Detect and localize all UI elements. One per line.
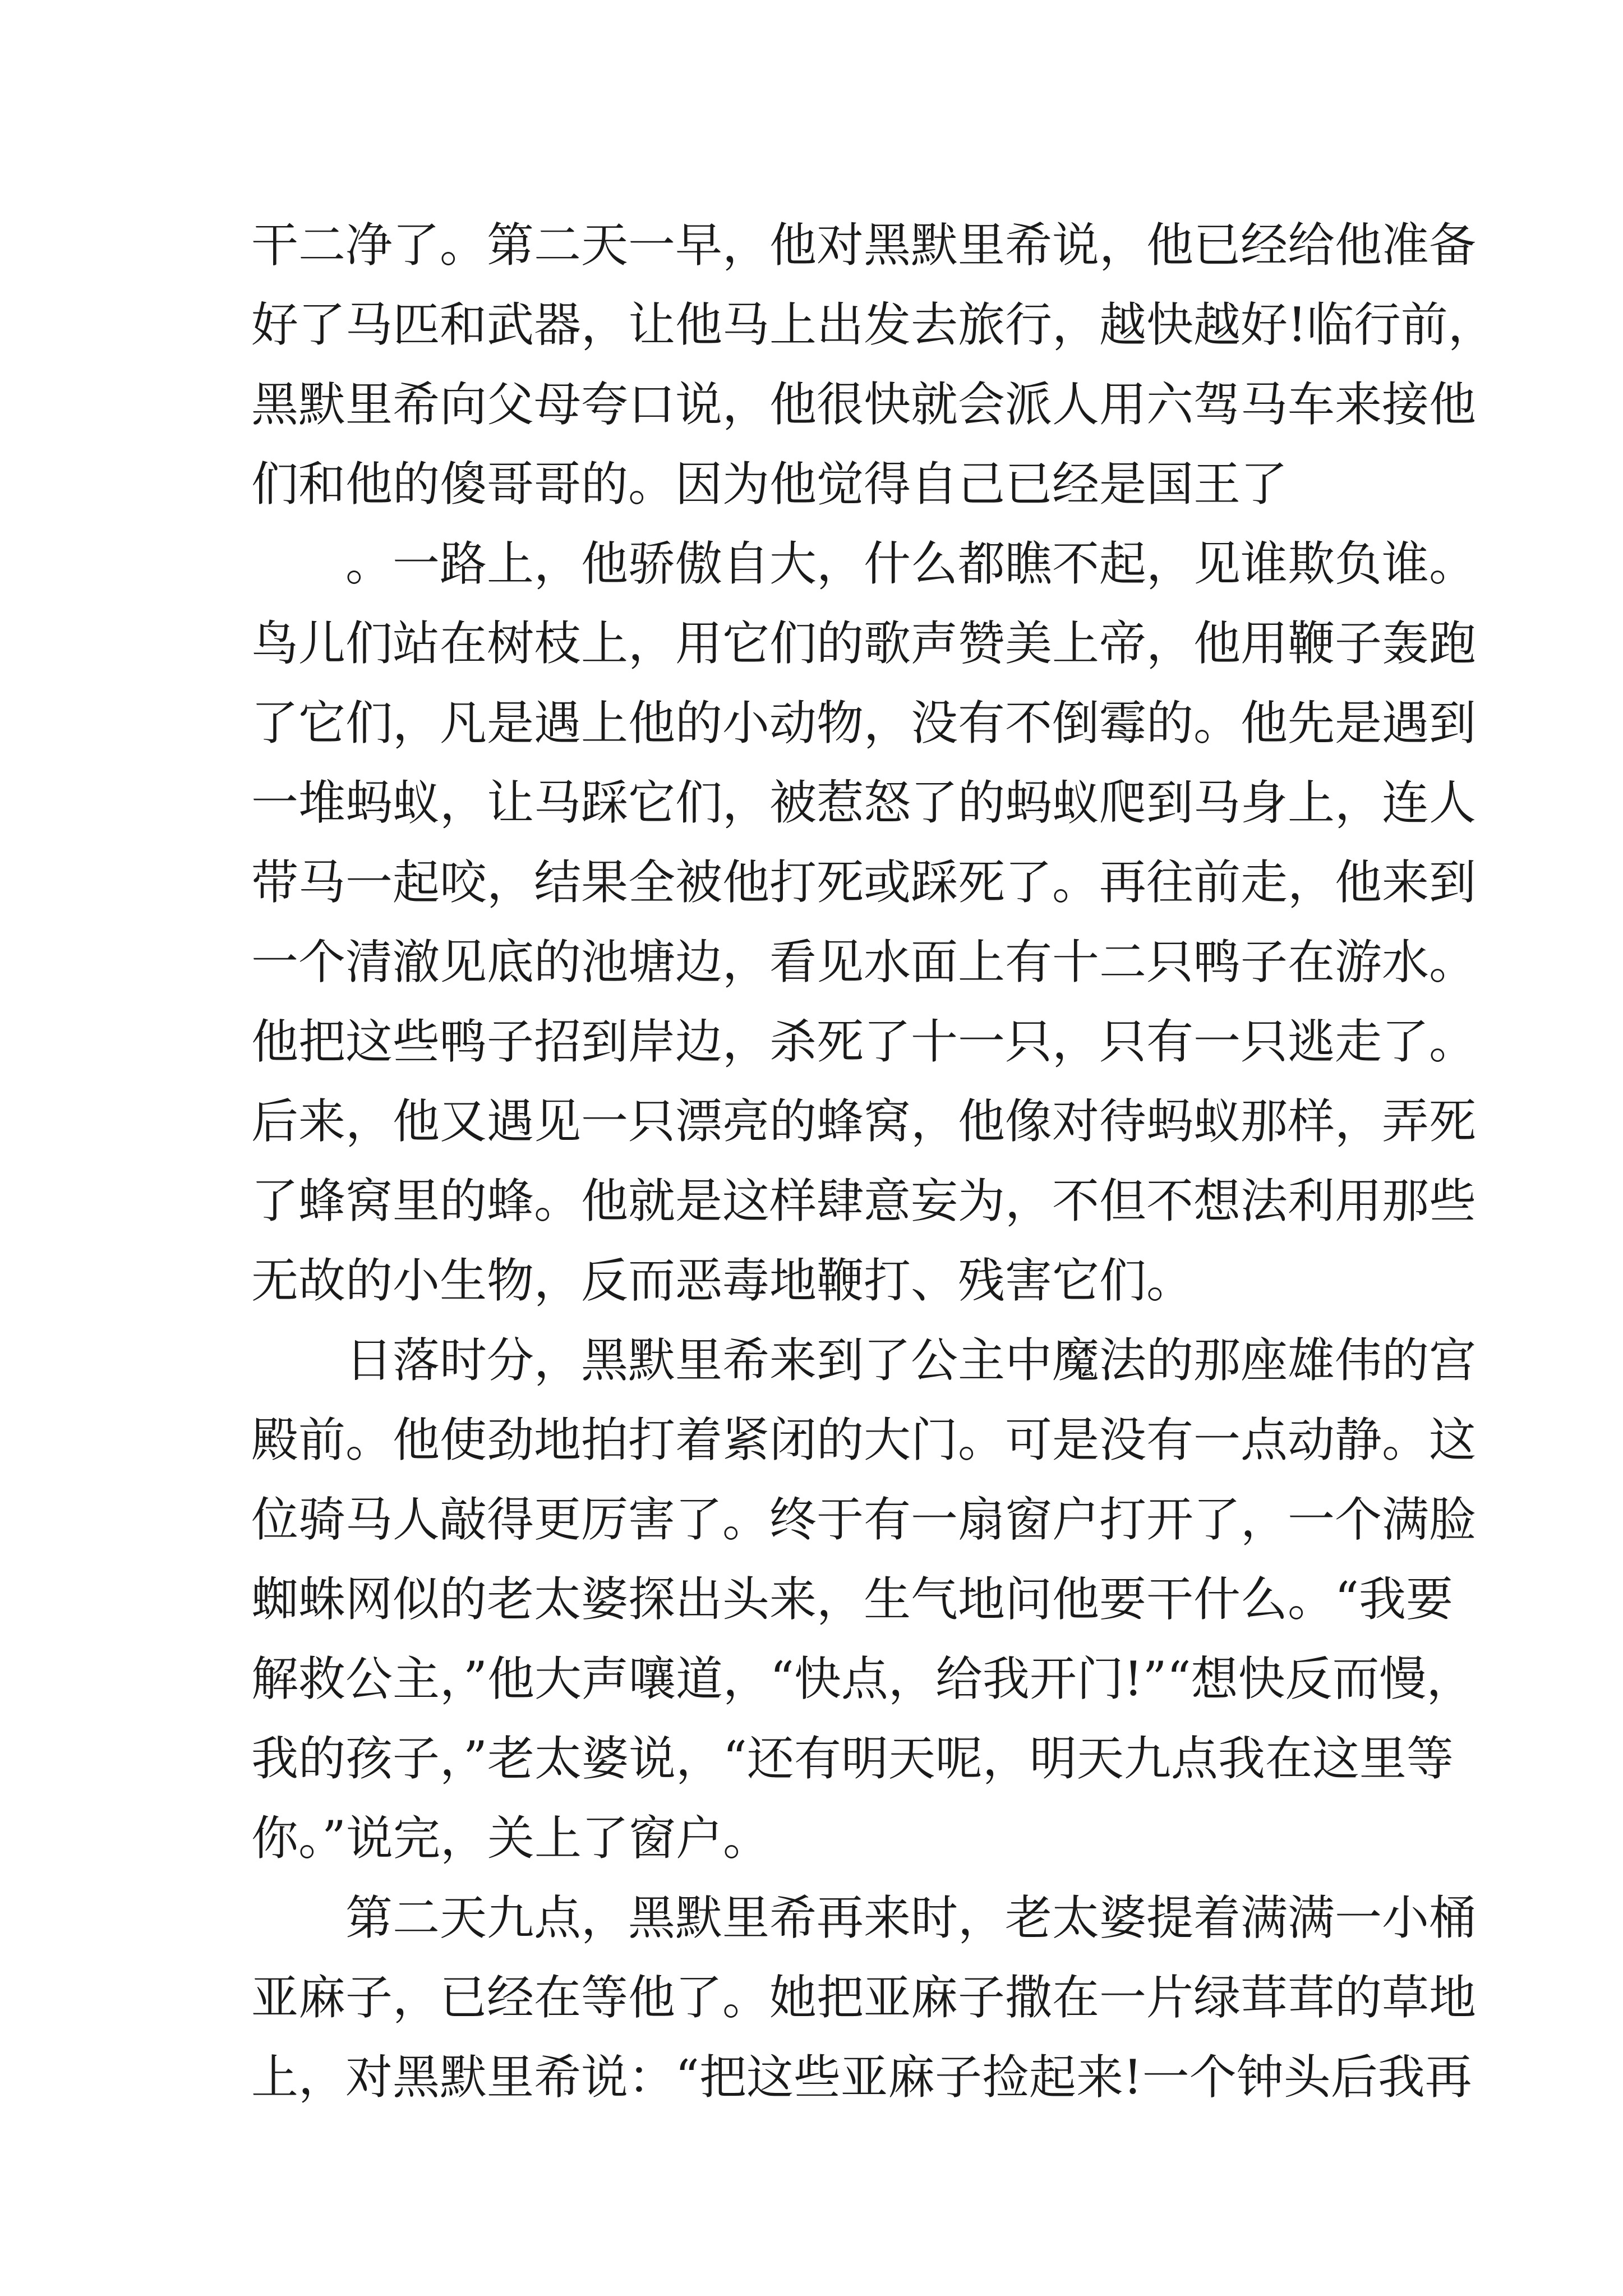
text-line: 无故的小生物，反而恶毒地鞭打、残害它们。 — [251, 1253, 1194, 1308]
paragraph-3 — [251, 1320, 1477, 1878]
text-line: 你。”说完，关上了窗户。 — [251, 1811, 770, 1866]
text-line: 他把这些鸭子招到岸边，杀死了十一只，只有一只逃走了。 — [251, 1014, 1477, 1069]
paragraph-2 — [251, 524, 1477, 1320]
text-line: 殿前。他使劲地拍打着紧闭的大门。可是没有一点动静。这 — [251, 1412, 1477, 1467]
text-line: 位骑马人敲得更厉害了。终于有一扇窗户打开了，一个满脸 — [251, 1492, 1477, 1547]
text-line: 一堆蚂蚁，让马踩它们，被惹怒了的蚂蚁爬到马身上，连人 — [251, 775, 1477, 830]
text-line: 干二净了。第二天一早，他对黑默里希说，他已经给他准备 — [251, 218, 1477, 273]
text-line: 蜘蛛网似的老太婆探出头来，生气地问他要干什么。“我要 — [251, 1572, 1453, 1627]
text-line: 我的孩子，”老太婆说，“还有明天呢，明天九点我在这里等 — [251, 1731, 1454, 1786]
text-line: 了它们，凡是遇上他的小动物，没有不倒霉的。他先是遇到 — [251, 696, 1477, 751]
text-line: 上，对黑默里希说：“把这些亚麻子捡起来!一个钟头后我再 — [251, 2050, 1472, 2105]
paragraph-1 — [251, 205, 1495, 524]
text-line: 亚麻子，已经在等他了。她把亚麻子撒在一片绿茸茸的草地 — [251, 1970, 1477, 2025]
text-line: 带马一起咬，结果全被他打死或踩死了。再往前走，他来到 — [251, 855, 1477, 910]
text-line: 解救公主，”他大声嚷道，“快点，给我开门!”“想快反而慢， — [251, 1651, 1474, 1706]
text-line: 日落时分，黑默里希来到了公主中魔法的那座雄伟的宫 — [345, 1333, 1477, 1388]
body-text — [251, 205, 1495, 2117]
text-line: 一个清澈见底的池塘边，看见水面上有十二只鸭子在游水。 — [251, 935, 1477, 990]
text-line: 鸟儿们站在树枝上，用它们的歌声赞美上帝，他用鞭子轰跑 — [251, 616, 1477, 671]
text-line: 。一路上，他骄傲自大，什么都瞧不起，见谁欺负谁。 — [345, 536, 1477, 591]
text-line: 了蜂窝里的蜂。他就是这样肆意妄为，不但不想法利用那些 — [251, 1174, 1477, 1228]
paragraph-4 — [251, 1878, 1477, 2117]
text-line: 后来，他又遇见一只漂亮的蜂窝，他像对待蚂蚁那样，弄死 — [251, 1094, 1477, 1149]
text-line: 第二天九点，黑默里希再来时，老太婆提着满满一小桶 — [345, 1890, 1477, 1945]
text-line: 们和他的傻哥哥的。因为他觉得自己已经是国王了 — [251, 457, 1288, 512]
text-line: 黑默里希向父母夸口说，他很快就会派人用六驾马车来接他 — [251, 377, 1477, 432]
text-line: 好了马匹和武器，让他马上出发去旅行，越快越好!临行前， — [251, 297, 1495, 352]
